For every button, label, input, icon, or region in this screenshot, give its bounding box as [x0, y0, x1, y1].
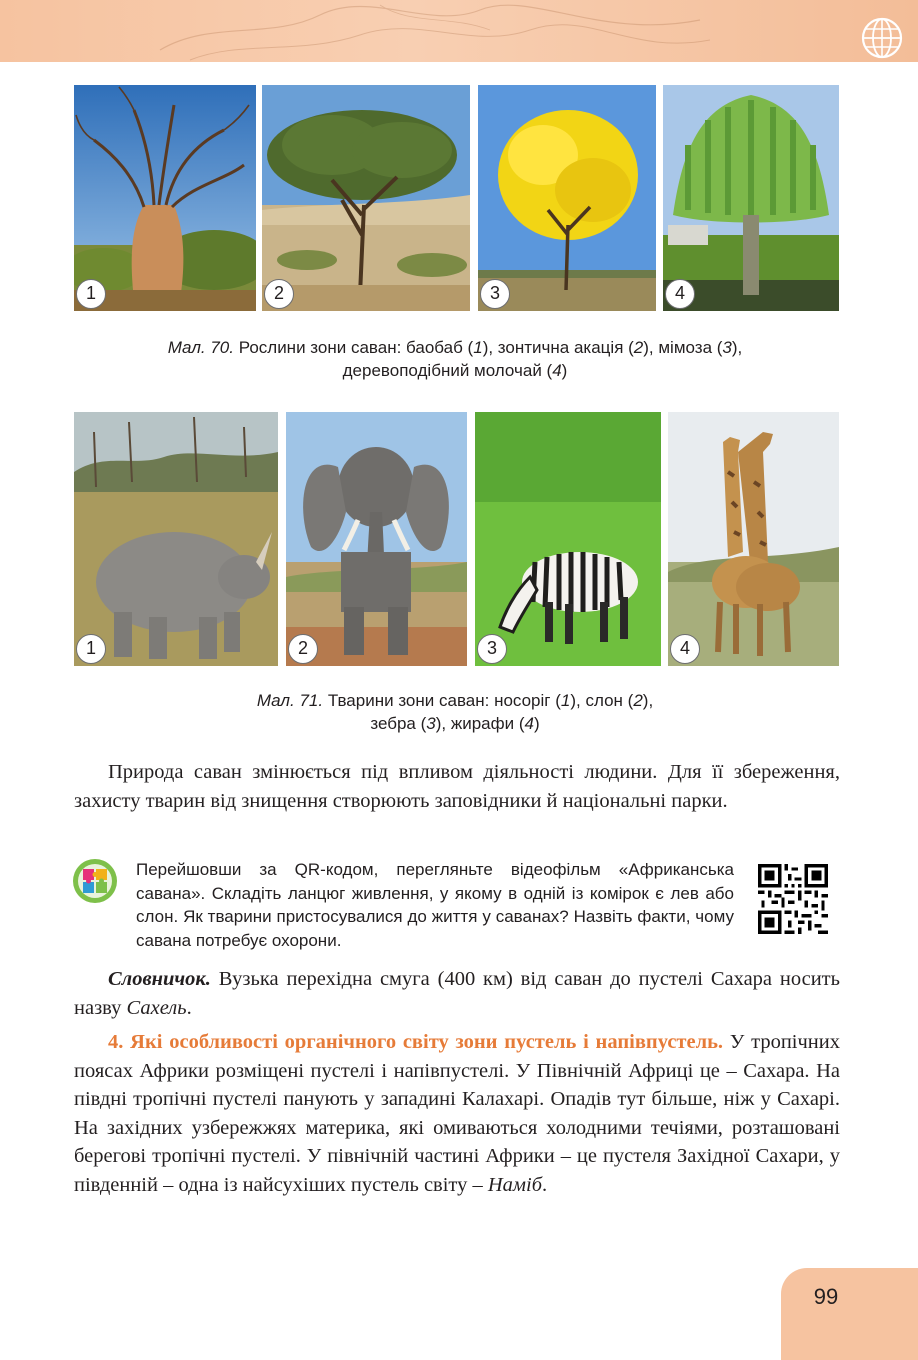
photo-number-badge: 2	[264, 279, 294, 309]
photo-elephant	[286, 412, 467, 666]
glossary-note: Словничок. Вузька перехідна смуга (400 км) від саван до пустелі Сахара носить назву Сахель.	[74, 968, 840, 1019]
page-header-band	[0, 0, 918, 62]
photo-number-badge: 3	[477, 634, 507, 664]
photo-number-badge: 4	[670, 634, 700, 664]
qr-task-text: Перейшовши за QR-кодом, перегляньте відеофільм «Африканська савана». Складіть ланцюг живлення, у якому в одній із комірок є лев або слон. Як тварини пристосувалися до життя у саванах? Назвіть факти, чому савана потребує охорони.	[136, 860, 734, 950]
section-deserts: 4. Які особливості органічного світу зони пустель і напівпустель. У тропічних поясах Африки розміщені пустелі і напівпустелі. У Північній Африці це – Сахара. На півдні тропічні пустелі панують у западині Калахарі. Опадів тут більше, ніж у Сахарі. На західних узбережжях материка, які омиваються холодними течіями, розташовані берегові тропічні пустелі. У північній частині Африки – це пустеля Західної Сахари, у південній – одна із найсухіших пустель світу – Наміб.	[74, 1031, 840, 1196]
paragraph-savanna-protection: Природа саван змінюється під впливом діяльності людини. Для її збереження, захисту тварин від знищення створюють заповідники й національні парки.	[74, 761, 840, 812]
photo-umbrella-acacia	[262, 85, 470, 311]
photo-number-badge: 1	[76, 634, 106, 664]
page-number-tab	[781, 1268, 918, 1360]
qr-code-icon[interactable]	[758, 864, 828, 934]
photo-mimosa	[478, 85, 656, 311]
caption-label: Мал. 71.	[256, 691, 324, 710]
figure-caption-animals: Мал. 71. Тварини зони саван: носоріг (1), слон (2), зебра (3), жирафи (4)	[256, 691, 654, 733]
photo-number-badge: 1	[76, 279, 106, 309]
photo-baobab	[74, 85, 256, 311]
photo-tree-euphorbia	[663, 85, 839, 311]
section-heading: 4. Які особливості органічного світу зони пустель і напівпустель.	[108, 1031, 724, 1053]
photo-zebra	[475, 412, 661, 666]
page-number: 99	[813, 1284, 839, 1309]
photo-number-badge: 2	[288, 634, 318, 664]
photo-number-badge: 3	[480, 279, 510, 309]
photo-number-badge: 4	[665, 279, 695, 309]
glossary-word: Сахель	[126, 996, 187, 1019]
glossary-term: Словничок.	[108, 968, 211, 990]
puzzle-icon	[72, 858, 118, 904]
figure-caption-plants: Мал. 70. Рослини зони саван: баобаб (1), зонтична акація (2), мімоза (3), деревоподібний молочай (4)	[167, 338, 743, 380]
photo-rhinoceros	[74, 412, 278, 666]
globe-icon	[860, 16, 904, 60]
desert-name: Наміб	[487, 1173, 543, 1196]
caption-label: Мал. 70.	[167, 338, 234, 357]
photo-giraffes	[668, 412, 839, 666]
header-map-decoration	[150, 0, 710, 62]
qr-task-block	[72, 858, 842, 950]
